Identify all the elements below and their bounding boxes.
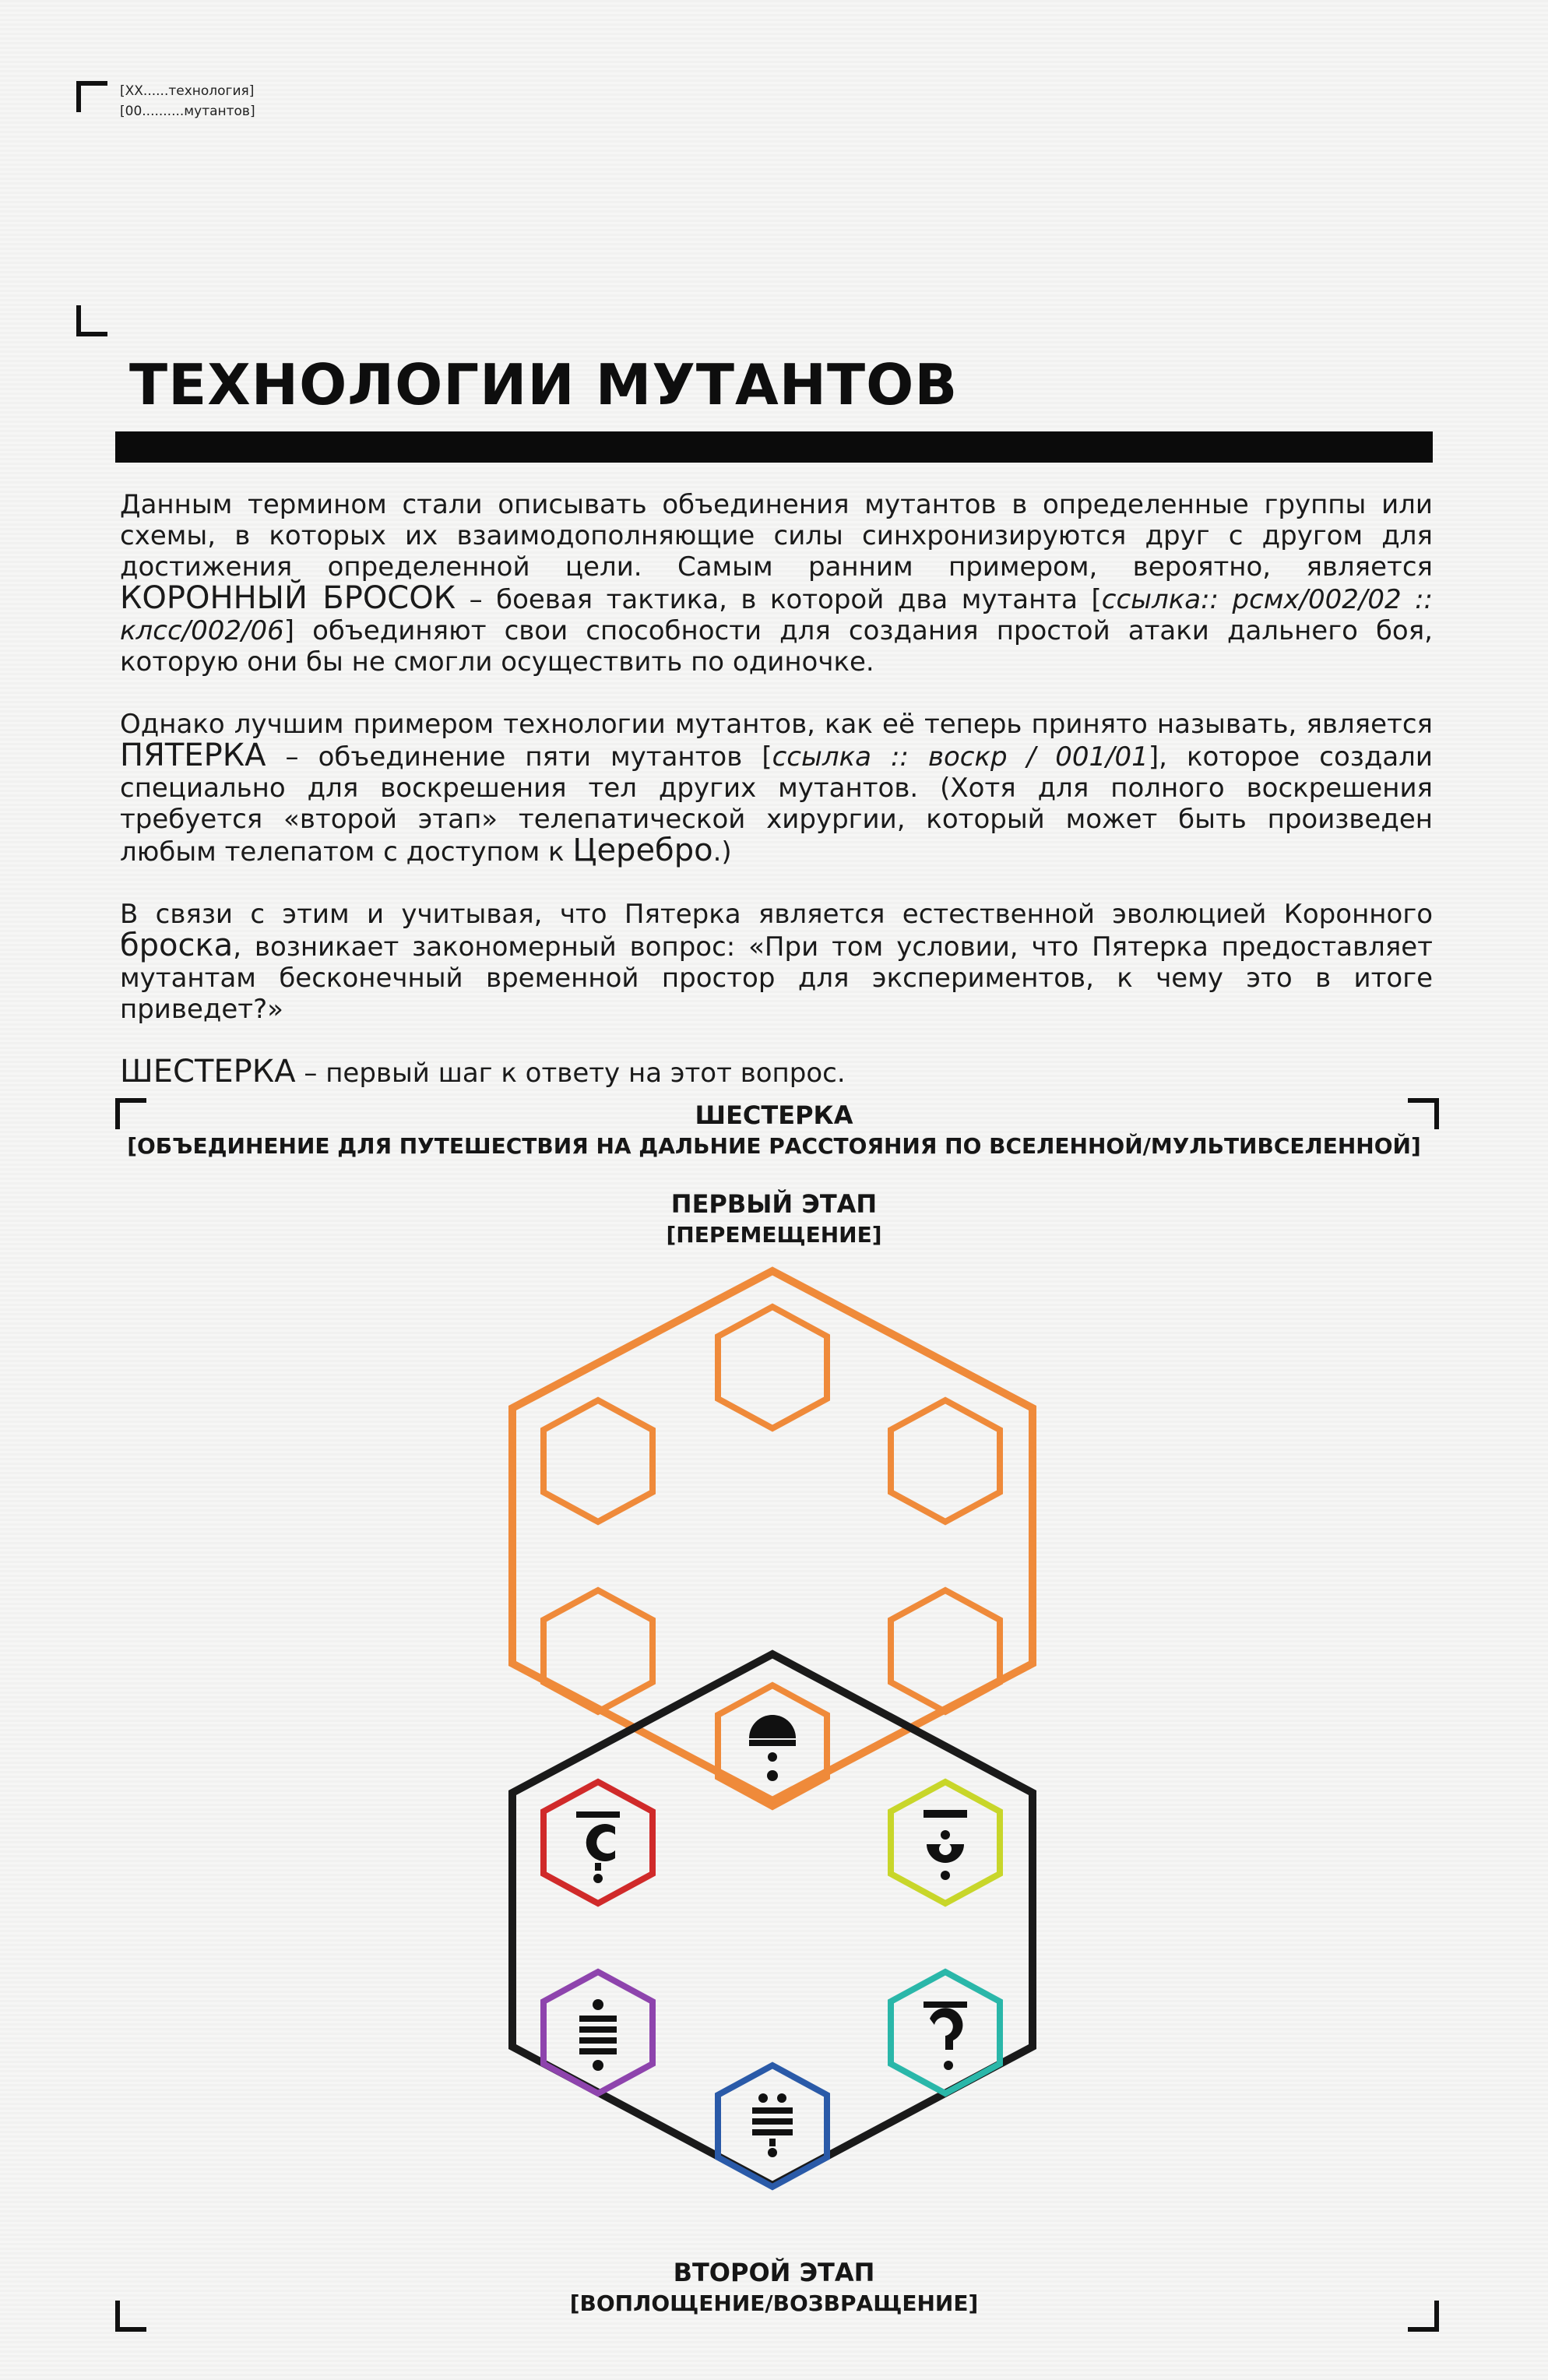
- empty-hexagon-top: [718, 1307, 827, 1428]
- glyph-red-icon: [576, 1811, 620, 1883]
- paragraph-3-text-b: , возникает закономерный вопрос: «При том условии, что Пятерка предоставляет мутантам бесконечный временной простор для экспериментов, к чему это в итоге приведет?»: [120, 931, 1433, 1025]
- stage-1-subtitle: [ПЕРЕМЕЩЕНИЕ]: [666, 1222, 882, 1248]
- header-tag-line2: [00..........мутантов]: [120, 104, 255, 119]
- glyph-hexagon-orange: [718, 1685, 827, 1807]
- empty-hexagon-lower-left: [544, 1590, 653, 1712]
- diagram-title: ШЕСТЕРКА: [695, 1100, 853, 1130]
- paragraph-2-text-c: ], которое создали специально для воскрешения тел других мутантов. (Хотя для полного воскрешения требуется «второй этап» телепатической хирургии, который может быть произведен любым телепатом с доступом к: [120, 741, 1433, 868]
- keyword-cerebro: Церебро: [572, 833, 713, 868]
- keyword-pyaterka: ПЯТЕРКА: [120, 738, 266, 773]
- paragraph-2-text-d: .): [712, 836, 732, 868]
- empty-hexagon-upper-left: [544, 1400, 653, 1522]
- diagram-subtitle: [ОБЪЕДИНЕНИЕ ДЛЯ ПУТЕШЕСТВИЯ НА ДАЛЬНИЕ РАССТОЯНИЯ ПО ВСЕЛЕННОЙ/МУЛЬТИВСЕЛЕННОЙ]: [127, 1133, 1421, 1159]
- glyph-purple-icon: [579, 1999, 617, 2071]
- glyph-hexagon-red: [544, 1782, 653, 1903]
- paragraph-4-text: – первый шаг к ответу на этот вопрос.: [295, 1058, 846, 1089]
- paragraph-1-text-b: – боевая тактика, в которой два мутанта [: [456, 584, 1102, 615]
- paragraph-2-text-a: Однако лучшим примером технологии мутантов, как её теперь принято называть, является: [120, 709, 1433, 740]
- stage-2-title: ВТОРОЙ ЭТАП: [673, 2258, 875, 2287]
- paragraph-3-text-a: В связи с этим и учитывая, что Пятерка является естественной эволюцией Коронного: [120, 899, 1433, 930]
- glyph-blue-icon: [752, 2093, 793, 2157]
- paragraph-1-text-a: Данным термином стали описывать объединения мутантов в определенные группы или схемы, в которых их взаимодополняющие силы синхронизируются друг с другом для достижения определенной цели. Самым ранним примером, вероятно, является: [120, 489, 1433, 583]
- glyph-teal-icon: [924, 2002, 967, 2070]
- keyword-coronny-brosok: КОРОННЫЙ БРОСОК: [120, 580, 456, 616]
- glyph-hexagon-blue: [718, 2065, 827, 2187]
- paragraph-1-text-c: ] объединяют свои способности для создания простой атаки дальнего боя, которую они бы не смогли осуществить по одиночке.: [120, 615, 1433, 678]
- glyph-hexagon-purple: [544, 1972, 653, 2093]
- glyph-lime-icon: [924, 1810, 967, 1880]
- reference-link-1: ссылка:: рсмх/002/02 :: клсс/002/06: [120, 584, 1434, 646]
- keyword-broska: броска: [120, 928, 234, 963]
- stage-1-title: ПЕРВЫЙ ЭТАП: [670, 1189, 878, 1219]
- page-title: ТЕХНОЛОГИИ МУТАНТОВ: [129, 352, 959, 417]
- glyph-hexagon-lime: [891, 1782, 1000, 1903]
- glyph-orange-icon: [749, 1715, 796, 1781]
- glyph-hexagon-teal: [891, 1972, 1000, 2093]
- empty-hexagon-lower-right: [891, 1590, 1000, 1712]
- stage-2-subtitle: [ВОПЛОЩЕНИЕ/ВОЗВРАЩЕНИЕ]: [569, 2290, 979, 2316]
- paragraph-2-text-b: – объединение пяти мутантов [: [266, 741, 772, 773]
- header-tag-line1: [XX......технология]: [120, 83, 255, 99]
- empty-hexagon-upper-right: [891, 1400, 1000, 1522]
- reference-link-2: ссылка :: воскр / 001/01: [772, 741, 1149, 773]
- keyword-shesterka: ШЕСТЕРКА: [120, 1054, 296, 1090]
